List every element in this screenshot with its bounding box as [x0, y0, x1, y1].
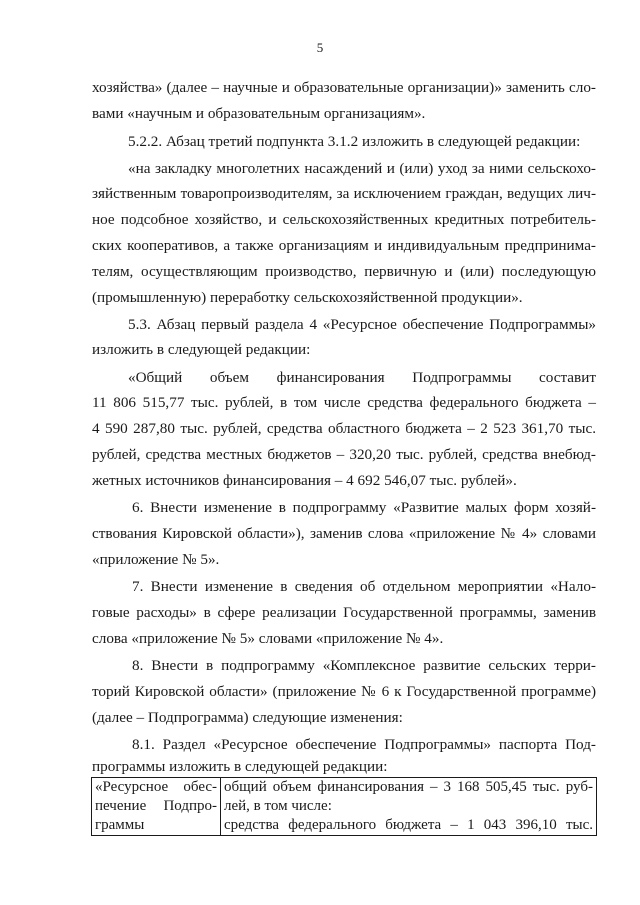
- text-line: ских кооперативов, а также организациям и индивидуальным предпринима-: [92, 237, 596, 254]
- text-line: 6. Внести изменение в подпрограмму «Развитие малых форм хозяй-: [132, 499, 596, 516]
- text-line: программы изложить в следующей редакции:: [92, 758, 388, 775]
- text-line: ствования Кировской области»), заменив слова «приложение № 4» словами: [92, 525, 596, 542]
- text-line: вами «научным и образовательным организациям».: [92, 105, 426, 122]
- text-line: 8.1. Раздел «Ресурсное обеспечение Подпрограммы» паспорта Под-: [132, 736, 596, 753]
- text-line: 7. Внести изменение в сведения об отдельном мероприятии «Нало-: [132, 578, 596, 595]
- page-number: 5: [316, 40, 324, 55]
- text-line: 5.3. Абзац первый раздела 4 «Ресурсное обеспечение Подпрограммы»: [128, 316, 596, 333]
- table-cell-value: [221, 778, 597, 836]
- table-cell-line: средства федерального бюджета – 1 043 396,10 тыс.: [224, 817, 593, 833]
- table-cell-line: «Ресурсное обес-: [95, 779, 217, 795]
- text-line: телям, осуществляющим производство, первичную и (или) последующую: [92, 263, 596, 280]
- text-line: ное подсобное хозяйство, и сельскохозяйственных кредитных потребитель-: [92, 211, 596, 228]
- table-cell-line: общий объем финансирования – 3 168 505,45 тыс. руб-: [224, 779, 593, 795]
- text-line: жетных источников финансирования – 4 692 546,07 тыс. рублей».: [92, 472, 517, 489]
- text-line: (промышленную) переработку сельскохозяйственной продукции».: [92, 289, 523, 306]
- text-line: рублей, средства местных бюджетов – 320,20 тыс. рублей, средства внебюд-: [92, 446, 596, 463]
- text-line: хозяйства» (далее – научные и образовательные организации)» заменить сло-: [92, 79, 596, 96]
- table-cell-line: граммы: [95, 817, 145, 833]
- text-line: (далее – Подпрограмма) следующие изменения:: [92, 709, 403, 726]
- table-row: [92, 778, 597, 836]
- text-line: слова «приложение № 5» словами «приложение № 4».: [92, 630, 444, 647]
- table-cell-line: лей, в том числе:: [224, 798, 332, 814]
- text-line: 8. Внести в подпрограмму «Комплексное развитие сельских терри-: [132, 657, 596, 674]
- text-line: 11 806 515,77 тыс. рублей, в том числе средства федерального бюджета –: [92, 394, 596, 411]
- table-cell-label: [92, 778, 221, 836]
- text-line: 4 590 287,80 тыс. рублей, средства областного бюджета – 2 523 361,70 тыс.: [92, 420, 596, 437]
- text-line: изложить в следующей редакции:: [92, 341, 311, 358]
- text-line: «на закладку многолетних насаждений и (или) уход за ними сельскохо-: [128, 160, 596, 177]
- table-cell-line: печение Подпро-: [95, 798, 217, 814]
- text-line: говые расходы» в сфере реализации Государственной программы, заменив: [92, 604, 596, 621]
- text-line: торий Кировской области» (приложение № 6 к Государственной программе): [92, 683, 596, 700]
- resource-table: [91, 777, 597, 836]
- text-line: «приложение № 5».: [92, 551, 220, 568]
- text-line: 5.2.2. Абзац третий подпункта 3.1.2 изложить в следующей редакции:: [128, 133, 581, 150]
- text-line: «Общий объем финансирования Подпрограммы составит: [128, 369, 596, 386]
- text-line: зяйственным товаропроизводителям, за исключением граждан, ведущих лич-: [92, 185, 596, 202]
